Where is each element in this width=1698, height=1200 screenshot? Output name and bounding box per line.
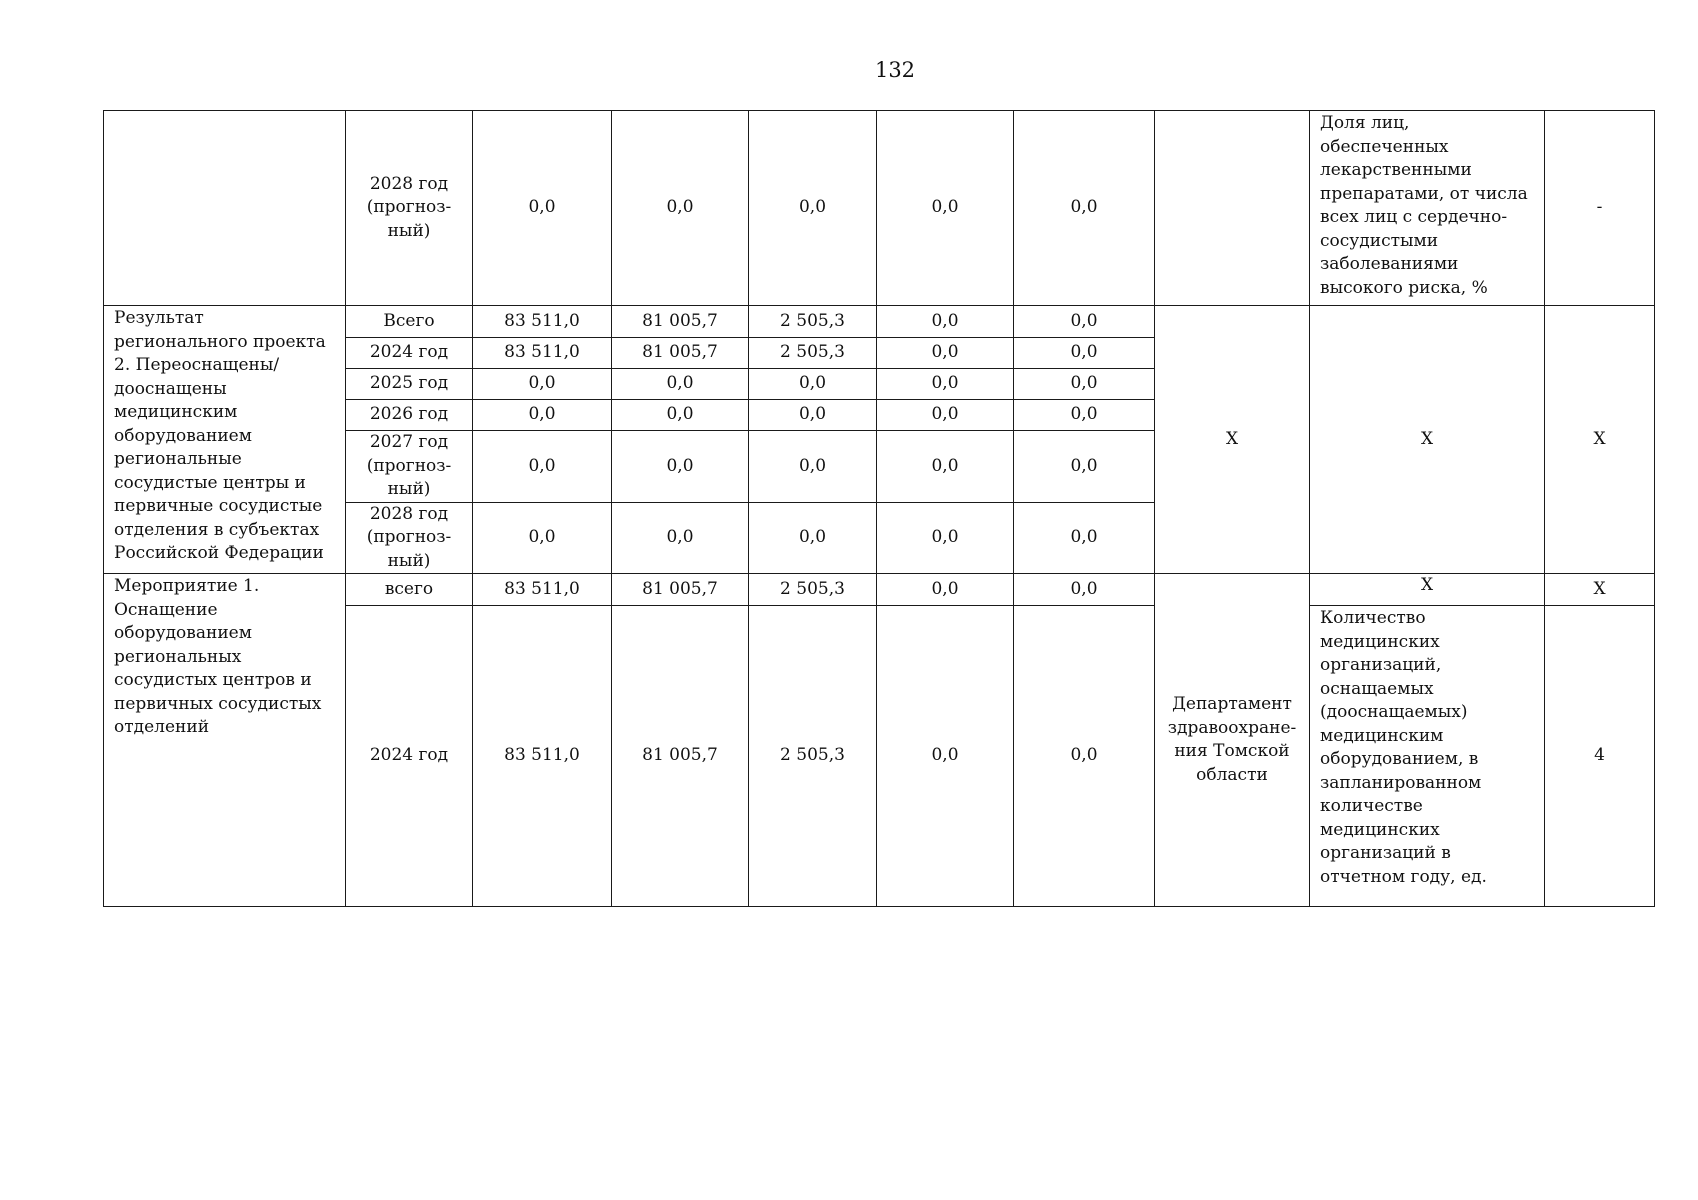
- executor-cell: Департамент здравоохране-ния Томской области: [1155, 574, 1310, 907]
- value-cell: 81 005,7: [612, 606, 749, 907]
- indicator-cell: Х: [1310, 574, 1545, 606]
- value-cell: 0,0: [1014, 369, 1155, 400]
- value-cell: 0,0: [877, 111, 1014, 306]
- value-cell: 0,0: [1014, 574, 1155, 606]
- value-cell: 0,0: [473, 111, 612, 306]
- indicator-value-cell: 4: [1545, 606, 1655, 907]
- value-cell: 2 505,3: [749, 574, 877, 606]
- value-cell: 0,0: [612, 369, 749, 400]
- value-cell: 0,0: [877, 502, 1014, 574]
- indicator-cell: Количество медицинских организаций, оснащаемых (дооснащаемых) медицинским оборудованием, в запланированном количестве медицинских организаций в отчетном году, ед.: [1310, 606, 1545, 907]
- value-cell: 0,0: [877, 338, 1014, 369]
- financing-table: [103, 110, 1655, 907]
- value-cell: 0,0: [877, 606, 1014, 907]
- value-cell: 0,0: [1014, 111, 1155, 306]
- indicator-cell: Доля лиц, обеспеченных лекарственными препаратами, от числа всех лиц с сердечно-сосудистыми заболеваниями высокого риска, %: [1310, 111, 1545, 306]
- value-cell: 81 005,7: [612, 306, 749, 338]
- activity-name-cell: Мероприятие 1. Оснащение оборудованием региональных сосудистых центров и первичных сосудистых отделений: [104, 574, 346, 907]
- name-cell-empty: [104, 111, 346, 306]
- value-cell: 83 511,0: [473, 306, 612, 338]
- value-cell: 0,0: [749, 111, 877, 306]
- value-cell: 81 005,7: [612, 574, 749, 606]
- executor-cell: Х: [1155, 306, 1310, 574]
- value-cell: 0,0: [877, 574, 1014, 606]
- value-cell: 0,0: [749, 400, 877, 431]
- value-cell: 0,0: [612, 502, 749, 574]
- value-cell: 0,0: [877, 306, 1014, 338]
- period-cell: Всего: [346, 306, 473, 338]
- period-cell: 2026 год: [346, 400, 473, 431]
- period-cell: 2024 год: [346, 606, 473, 907]
- value-cell: 0,0: [749, 369, 877, 400]
- value-cell: 0,0: [749, 431, 877, 503]
- indicator-value-cell: -: [1545, 111, 1655, 306]
- value-cell: 0,0: [1014, 606, 1155, 907]
- value-cell: 83 511,0: [473, 574, 612, 606]
- value-cell: 0,0: [612, 111, 749, 306]
- indicator-value-cell: Х: [1545, 574, 1655, 606]
- value-cell: 0,0: [1014, 502, 1155, 574]
- value-cell: 0,0: [1014, 338, 1155, 369]
- value-cell: 0,0: [877, 369, 1014, 400]
- period-cell: 2027 год (прогноз-ный): [346, 431, 473, 503]
- value-cell: 0,0: [473, 431, 612, 503]
- value-cell: 0,0: [473, 400, 612, 431]
- value-cell: 0,0: [877, 400, 1014, 431]
- period-cell: 2028 год (прогноз-ный): [346, 502, 473, 574]
- value-cell: 2 505,3: [749, 306, 877, 338]
- value-cell: 83 511,0: [473, 338, 612, 369]
- table-row: [104, 111, 1655, 306]
- table-row: [104, 306, 1655, 338]
- period-cell: 2028 год (прогноз-ный): [346, 111, 473, 306]
- value-cell: 0,0: [612, 400, 749, 431]
- indicator-cell: Х: [1310, 306, 1545, 574]
- period-cell: всего: [346, 574, 473, 606]
- result-name-cell: Результат регионального проекта 2. Переоснащены/ дооснащены медицинским оборудованием региональные сосудистые центры и первичные сосудистые отделения в субъектах Российской Федерации: [104, 306, 346, 574]
- value-cell: 0,0: [473, 369, 612, 400]
- indicator-value-cell: Х: [1545, 306, 1655, 574]
- value-cell: 0,0: [749, 502, 877, 574]
- value-cell: 83 511,0: [473, 606, 612, 907]
- page-number: 132: [874, 58, 916, 82]
- value-cell: 2 505,3: [749, 606, 877, 907]
- table-row: [104, 574, 1655, 606]
- value-cell: 0,0: [473, 502, 612, 574]
- value-cell: 81 005,7: [612, 338, 749, 369]
- period-cell: 2025 год: [346, 369, 473, 400]
- value-cell: 0,0: [1014, 431, 1155, 503]
- value-cell: 0,0: [612, 431, 749, 503]
- executor-cell-empty: [1155, 111, 1310, 306]
- period-cell: 2024 год: [346, 338, 473, 369]
- value-cell: 0,0: [1014, 306, 1155, 338]
- value-cell: 0,0: [877, 431, 1014, 503]
- value-cell: 0,0: [1014, 400, 1155, 431]
- value-cell: 2 505,3: [749, 338, 877, 369]
